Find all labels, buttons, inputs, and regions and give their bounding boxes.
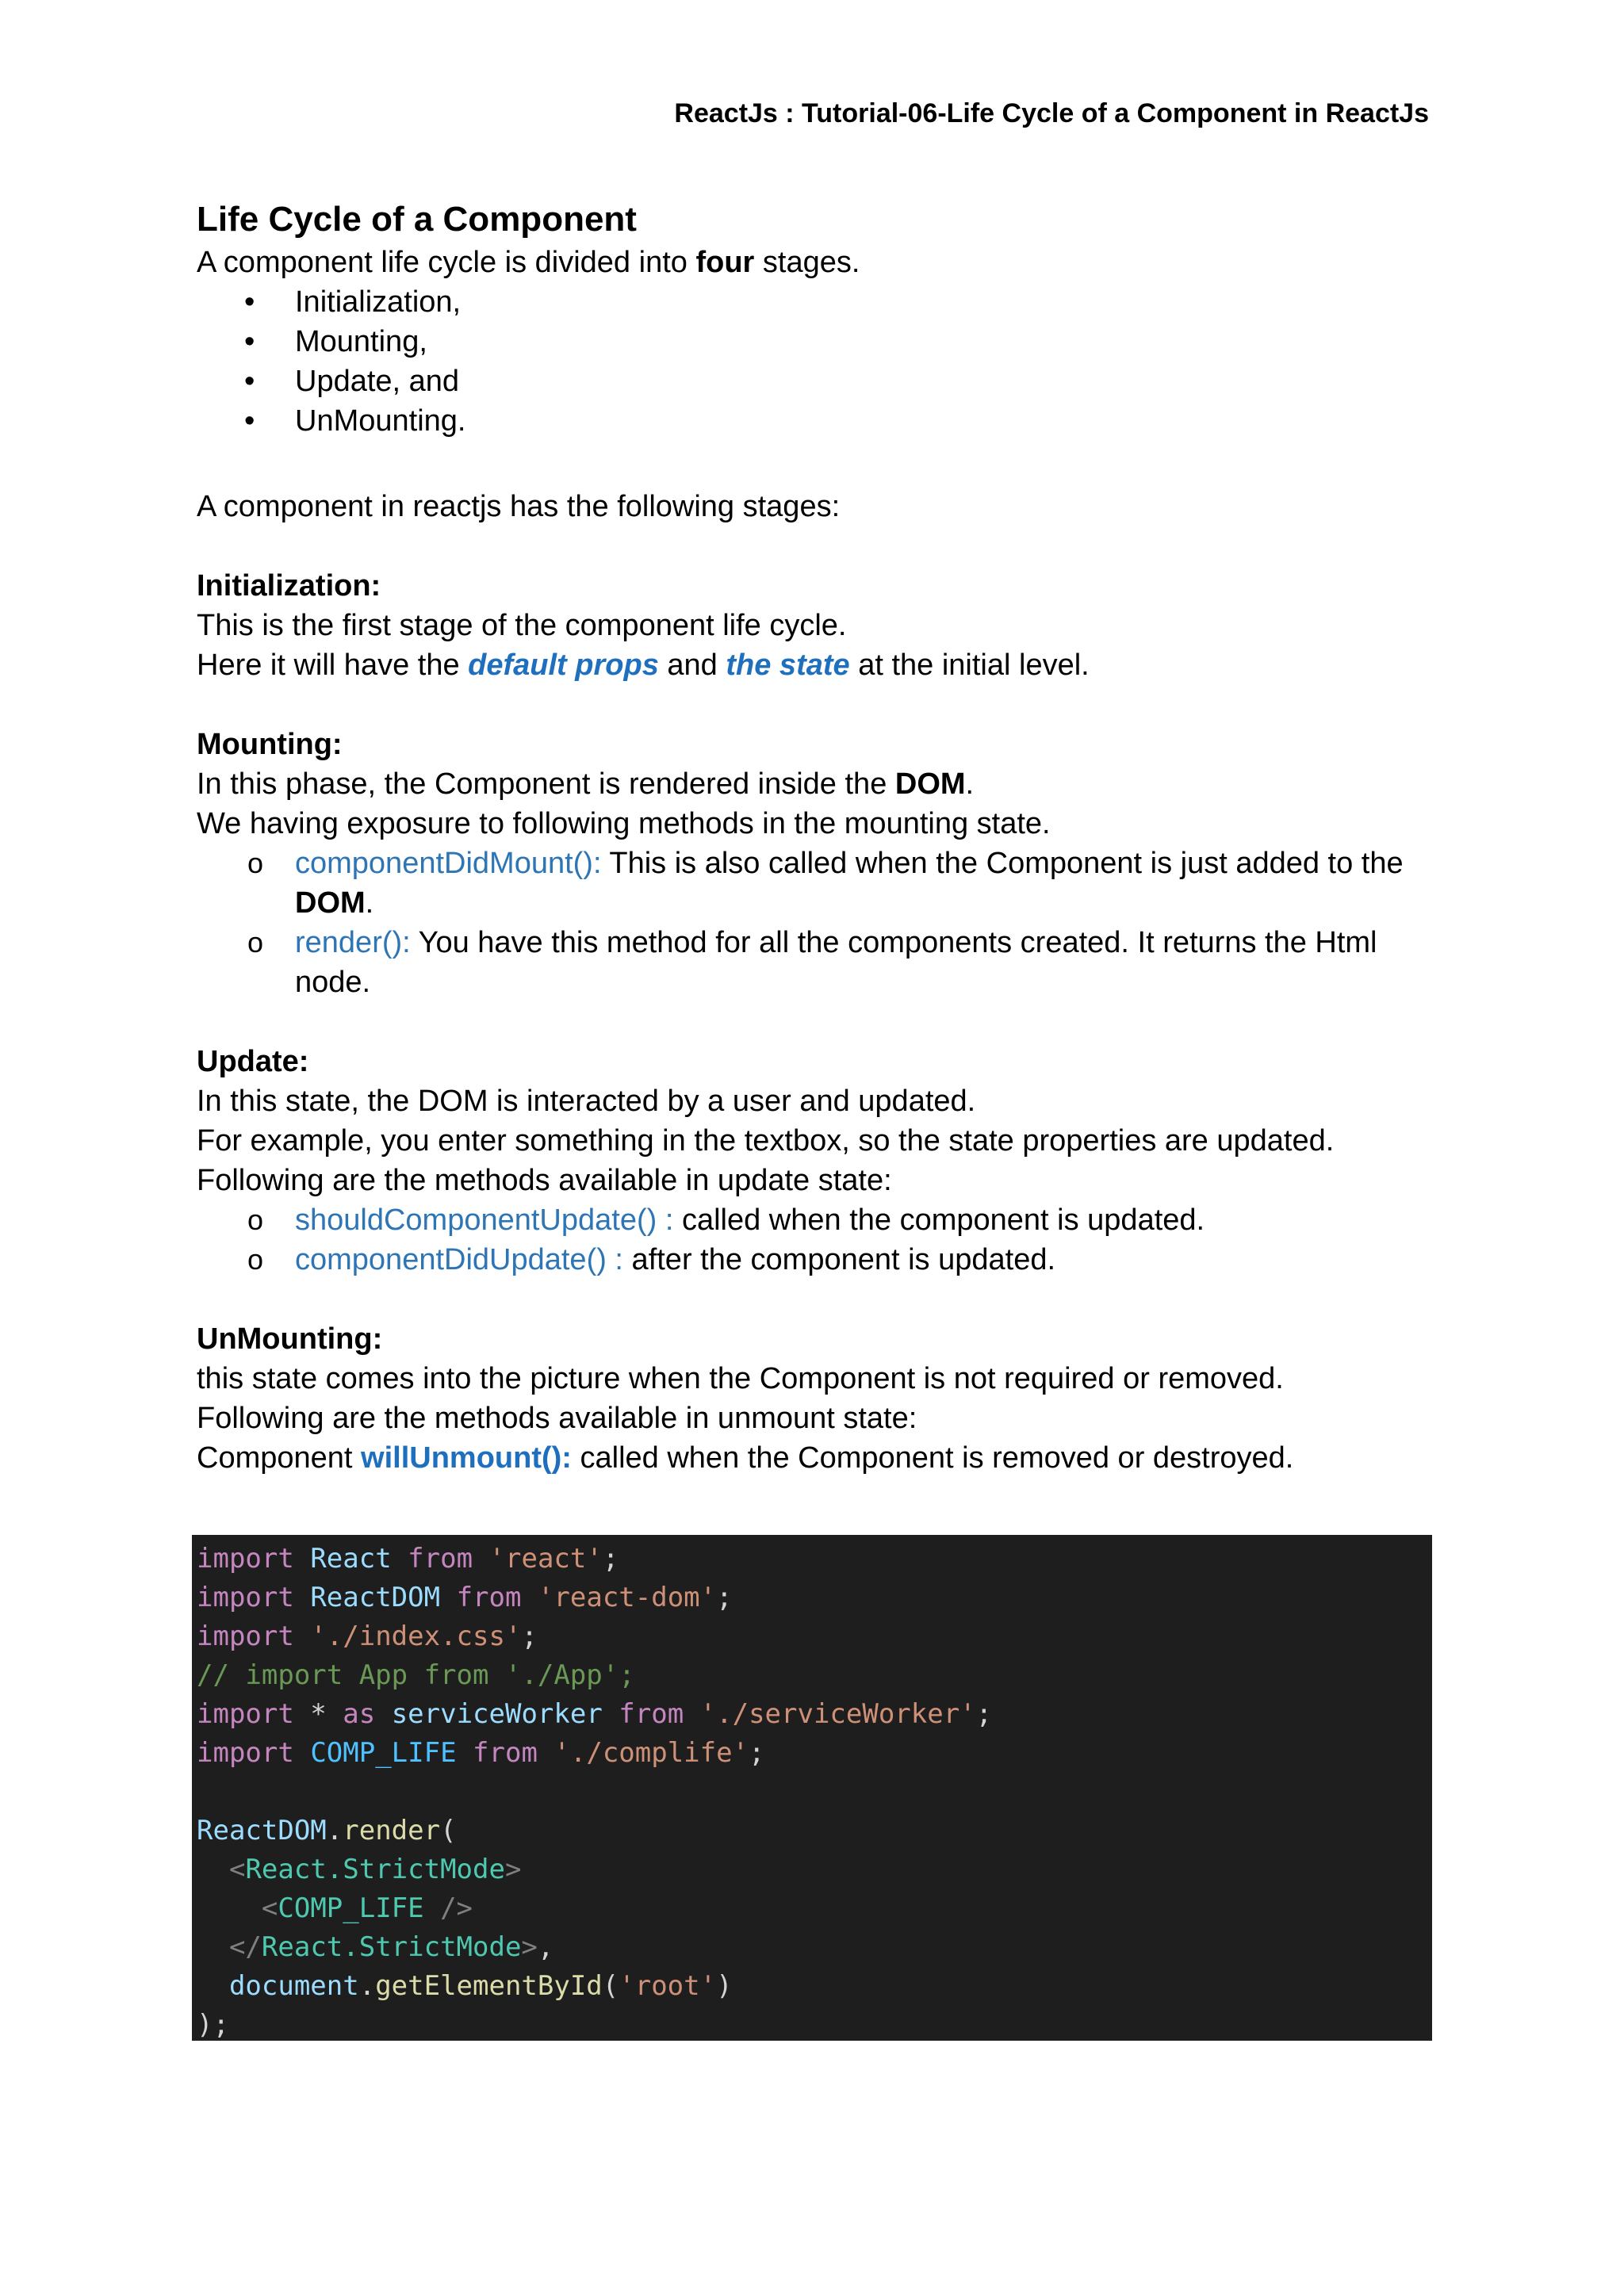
mounting-heading: Mounting:: [197, 728, 343, 761]
text: and: [658, 649, 726, 682]
code-line: [192, 1540, 1432, 1578]
method-name: willUnmount():: [361, 1441, 572, 1475]
document-body: [197, 197, 1434, 1478]
code-token: [294, 1737, 310, 1769]
mounting-line: We having exposure to following methods in the mounting state.: [197, 807, 1051, 840]
list-item: • Initialization,: [197, 282, 1434, 322]
method-desc: called when the component is updated.: [673, 1203, 1205, 1237]
code-token: from: [619, 1698, 684, 1730]
code-line: [192, 1850, 1432, 1889]
code-token: COMP_LIFE: [278, 1892, 424, 1924]
code-token: ;: [749, 1737, 765, 1769]
list-item: [197, 844, 1434, 923]
code-token: [375, 1698, 391, 1730]
code-token: .: [326, 1815, 343, 1846]
default-props-link[interactable]: default props: [468, 649, 659, 682]
method-desc: This is also called when the Component is just added to the: [601, 847, 1404, 880]
initialization-line: [197, 645, 1434, 685]
code-token: [294, 1543, 310, 1575]
unmounting-line: [197, 1438, 1434, 1478]
code-token: 'react': [488, 1543, 603, 1575]
code-token: from: [408, 1543, 473, 1575]
method-name: componentDidMount():: [295, 847, 602, 880]
code-token: './complife': [553, 1737, 749, 1769]
dom-bold: DOM: [295, 886, 366, 920]
code-token: serviceWorker: [391, 1698, 603, 1730]
code-token: React.StrictMode: [245, 1854, 505, 1885]
code-token: ReactDOM: [310, 1582, 441, 1613]
code-line: [192, 1889, 1432, 1928]
intro-bold: four: [695, 246, 755, 279]
section-title: Life Cycle of a Component: [197, 200, 637, 239]
code-token: 'react-dom': [537, 1582, 717, 1613]
code-token: from: [473, 1737, 538, 1769]
circle-bullet-icon: o: [247, 926, 264, 959]
update-methods-list: [197, 1200, 1434, 1280]
code-token: <: [228, 1854, 246, 1885]
code-token: >: [521, 1931, 538, 1963]
code-token: 'root': [619, 1970, 717, 2002]
method-desc: after the component is updated.: [623, 1243, 1056, 1276]
code-token: ;: [716, 1582, 733, 1613]
code-token: ): [716, 1970, 733, 2002]
unmounting-heading: UnMounting:: [197, 1322, 383, 1356]
text: In this phase, the Component is rendered inside the: [197, 767, 895, 801]
code-token: ,: [537, 1931, 554, 1963]
update-line: In this state, the DOM is interacted by a user and updated.: [197, 1085, 976, 1118]
code-line: [192, 1812, 1432, 1850]
code-token: ;: [602, 1543, 619, 1575]
update-heading: Update:: [197, 1045, 309, 1078]
code-block: [192, 1535, 1432, 2041]
code-token: document: [228, 1970, 359, 2002]
page-header: ReactJs : Tutorial-06-Life Cycle of a Component in ReactJs: [674, 98, 1429, 128]
code-token: [440, 1582, 456, 1613]
method-name: shouldComponentUpdate() :: [295, 1203, 674, 1237]
code-token: [473, 1543, 488, 1575]
code-token: // import App from './App';: [197, 1659, 635, 1691]
code-token: [538, 1737, 553, 1769]
code-token: import: [197, 1582, 294, 1613]
list-item: [197, 923, 1434, 1002]
code-line: [192, 1928, 1432, 1967]
code-token: React: [310, 1543, 392, 1575]
code-line: [192, 2006, 1432, 2045]
code-token: <: [261, 1892, 278, 1924]
code-token: .: [358, 1970, 376, 2002]
code-token: *: [293, 1698, 343, 1730]
code-token: />: [423, 1892, 473, 1924]
code-token: import: [197, 1737, 294, 1769]
mounting-line: [197, 764, 1434, 804]
unmounting-line: this state comes into the picture when the Component is not required or removed.: [197, 1362, 1284, 1395]
code-token: [521, 1582, 537, 1613]
code-token: [457, 1737, 473, 1769]
code-token: </: [228, 1931, 262, 1963]
code-token: [294, 1582, 310, 1613]
method-desc: You have this method for all the components created. It returns the Html node.: [295, 926, 1377, 999]
code-token: ;: [521, 1621, 538, 1652]
code-token: import: [197, 1543, 294, 1575]
code-token: [392, 1543, 408, 1575]
code-token: );: [197, 2009, 229, 2041]
code-token: render: [343, 1815, 441, 1846]
code-line: [192, 1967, 1432, 2006]
code-token: getElementById: [375, 1970, 603, 2002]
text: .: [965, 767, 975, 801]
code-token: React.StrictMode: [261, 1931, 522, 1963]
initialization-line: This is the first stage of the component life cycle.: [197, 609, 847, 642]
code-line: [192, 1695, 1432, 1734]
list-item: [197, 1240, 1434, 1280]
code-token: './index.css': [310, 1621, 522, 1652]
code-line-empty: [192, 1773, 1432, 1812]
intro-text: A component life cycle is divided into: [197, 246, 696, 279]
dom-bold: DOM: [894, 767, 966, 801]
list-item: [197, 1200, 1434, 1240]
update-line: For example, you enter something in the textbox, so the state properties are updated.: [197, 1124, 1335, 1158]
stages-list: [197, 282, 1434, 441]
intro-text-end: stages.: [754, 246, 860, 279]
the-state-link[interactable]: the state: [726, 649, 850, 682]
text: .: [365, 886, 374, 920]
circle-bullet-icon: o: [247, 1203, 264, 1236]
list-item: • UnMounting.: [197, 401, 1434, 441]
code-token: (: [440, 1815, 457, 1846]
circle-bullet-icon: o: [247, 1243, 264, 1276]
code-token: as: [343, 1698, 376, 1730]
code-token: [197, 1931, 229, 1963]
code-token: import: [197, 1621, 294, 1652]
stages-intro: A component in reactjs has the following stages:: [197, 490, 841, 523]
intro-paragraph: [197, 243, 1434, 282]
code-token: [684, 1698, 699, 1730]
code-token: import: [197, 1698, 294, 1730]
code-token: [294, 1621, 310, 1652]
code-token: COMP_LIFE: [310, 1737, 457, 1769]
list-item: • Mounting,: [197, 322, 1434, 362]
code-token: ;: [975, 1698, 993, 1730]
code-line: [192, 1578, 1432, 1617]
circle-bullet-icon: o: [247, 847, 264, 879]
initialization-heading: Initialization:: [197, 569, 381, 603]
code-token: './serviceWorker': [699, 1698, 976, 1730]
code-token: [197, 1892, 262, 1924]
code-token: (: [602, 1970, 619, 2002]
text: called when the Component is removed or destroyed.: [571, 1441, 1294, 1475]
update-line: Following are the methods available in update state:: [197, 1164, 892, 1197]
text: Here it will have the: [197, 649, 469, 682]
unmounting-line: Following are the methods available in unmount state:: [197, 1402, 917, 1435]
code-token: [603, 1698, 619, 1730]
code-line: [192, 1617, 1432, 1656]
code-token: [197, 1970, 229, 2002]
text: at the initial level.: [849, 649, 1090, 682]
code-line: [192, 1734, 1432, 1773]
code-token: [197, 1854, 229, 1885]
code-token: from: [456, 1582, 522, 1613]
code-token: ReactDOM: [197, 1815, 327, 1846]
code-line: [192, 1656, 1432, 1695]
code-token: >: [504, 1854, 522, 1885]
method-name: render():: [295, 926, 411, 959]
list-item: • Update, and: [197, 362, 1434, 401]
method-name: componentDidUpdate() :: [295, 1243, 623, 1276]
mounting-methods-list: [197, 844, 1434, 1002]
text: Component: [197, 1441, 362, 1475]
